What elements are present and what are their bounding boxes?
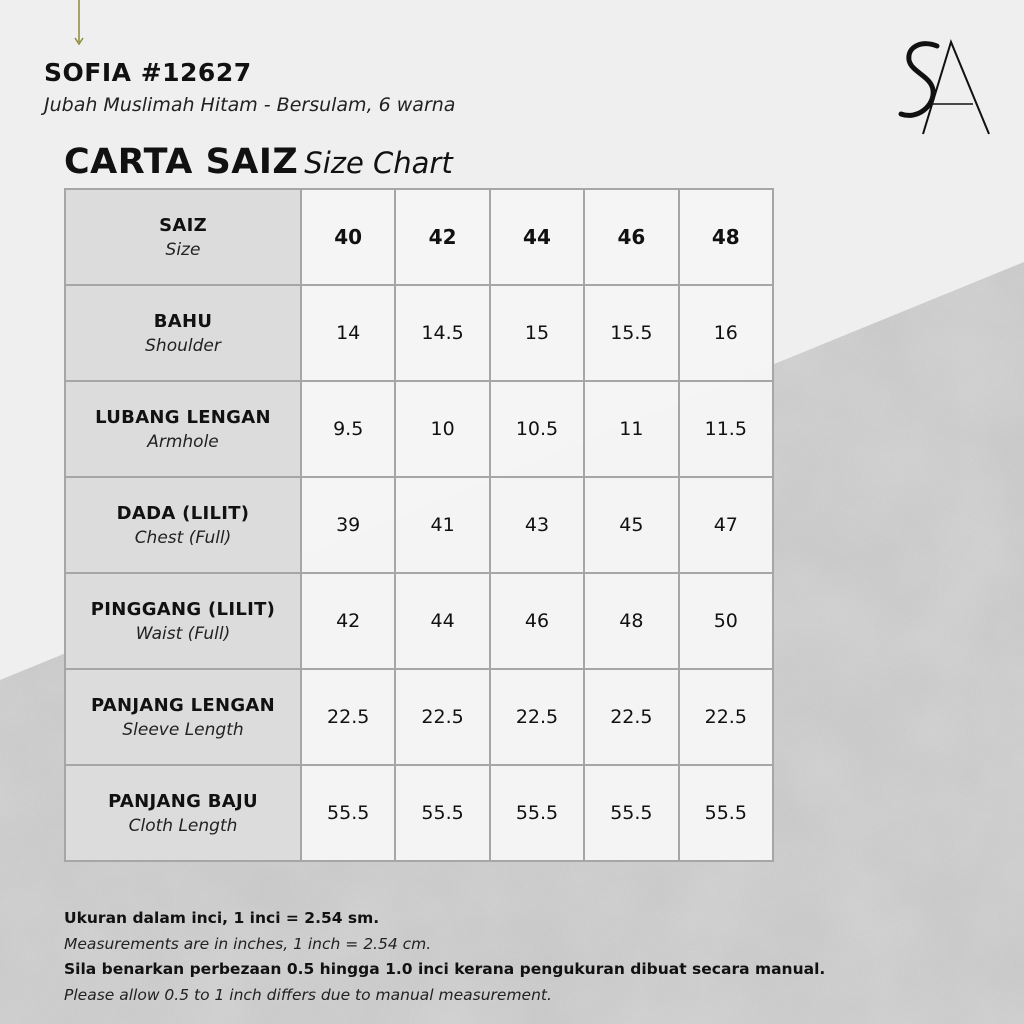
row-label: BAHU (153, 310, 213, 332)
arrow-down-icon (72, 0, 86, 48)
row-sublabel: Chest (Full) (134, 527, 232, 548)
product-description: Jubah Muslimah Hitam - Bersulam, 6 warna (44, 94, 456, 116)
size-40-header: 40 (301, 189, 395, 285)
table-cell: 22.5 (584, 669, 678, 765)
row-label-cell (65, 573, 301, 669)
table-cell: 15.5 (584, 285, 678, 381)
table-cell: 42 (301, 573, 395, 669)
row-label-cell (65, 477, 301, 573)
size-46-header: 46 (584, 189, 678, 285)
row-label: PANJANG BAJU (108, 790, 258, 812)
chart-title (64, 142, 453, 182)
table-cell: 9.5 (301, 381, 395, 477)
table-cell: 45 (584, 477, 678, 573)
table-cell: 48 (584, 573, 678, 669)
row-label-cell (65, 669, 301, 765)
table-cell: 55.5 (301, 765, 395, 861)
table-cell: 11.5 (679, 381, 773, 477)
table-row-sleeve-length (65, 669, 773, 765)
table-cell: 16 (679, 285, 773, 381)
table-cell: 22.5 (301, 669, 395, 765)
row-label: DADA (LILIT) (116, 502, 250, 524)
table-row-armhole (65, 381, 773, 477)
size-48-header: 48 (679, 189, 773, 285)
row-sublabel: Cloth Length (128, 815, 238, 836)
table-cell: 55.5 (490, 765, 584, 861)
row-sublabel: Shoulder (145, 335, 221, 356)
table-cell: 14 (301, 285, 395, 381)
table-row-cloth-length (65, 765, 773, 861)
size-chart-table (64, 188, 774, 862)
table-cell: 55.5 (395, 765, 489, 861)
note-unit-english: Measurements are in inches, 1 inch = 2.54 cm. (64, 934, 432, 953)
table-row-shoulder (65, 285, 773, 381)
measurement-notes (64, 906, 825, 1008)
size-44-header: 44 (490, 189, 584, 285)
table-cell: 39 (301, 477, 395, 573)
row-sublabel: Armhole (147, 431, 219, 452)
table-cell: 43 (490, 477, 584, 573)
table-header-row (65, 189, 773, 285)
row-label: LUBANG LENGAN (95, 406, 271, 428)
table-cell: 11 (584, 381, 678, 477)
table-cell: 22.5 (490, 669, 584, 765)
table-cell: 47 (679, 477, 773, 573)
table-cell: 14.5 (395, 285, 489, 381)
table-cell: 22.5 (395, 669, 489, 765)
chart-title-main: CARTA SAIZ (64, 142, 299, 182)
size-header-label: SAIZ (159, 214, 207, 236)
size-header-cell (65, 189, 301, 285)
table-cell: 46 (490, 573, 584, 669)
note-unit-malay: Ukuran dalam inci, 1 inci = 2.54 sm. (64, 909, 380, 927)
table-cell: 44 (395, 573, 489, 669)
table-cell: 15 (490, 285, 584, 381)
table-cell: 50 (679, 573, 773, 669)
chart-title-sub: Size Chart (304, 146, 453, 180)
table-cell: 22.5 (679, 669, 773, 765)
size-header-sublabel: Size (165, 239, 201, 260)
row-label: PINGGANG (LILIT) (90, 598, 276, 620)
table-cell: 41 (395, 477, 489, 573)
row-sublabel: Sleeve Length (122, 719, 244, 740)
brand-logo (893, 36, 993, 136)
table-row-chest (65, 477, 773, 573)
row-label-cell (65, 765, 301, 861)
product-name: SOFIA #12627 (44, 58, 252, 87)
row-label-cell (65, 285, 301, 381)
row-sublabel: Waist (Full) (135, 623, 231, 644)
note-tolerance-malay: Sila benarkan perbezaan 0.5 hingga 1.0 inci kerana pengukuran dibuat secara manual. (64, 960, 826, 978)
table-cell: 55.5 (584, 765, 678, 861)
table-row-waist (65, 573, 773, 669)
table-cell: 10 (395, 381, 489, 477)
table-cell: 55.5 (679, 765, 773, 861)
row-label-cell (65, 381, 301, 477)
table-cell: 10.5 (490, 381, 584, 477)
row-label: PANJANG LENGAN (90, 694, 276, 716)
note-tolerance-english: Please allow 0.5 to 1 inch differs due to manual measurement. (64, 985, 552, 1004)
size-42-header: 42 (395, 189, 489, 285)
